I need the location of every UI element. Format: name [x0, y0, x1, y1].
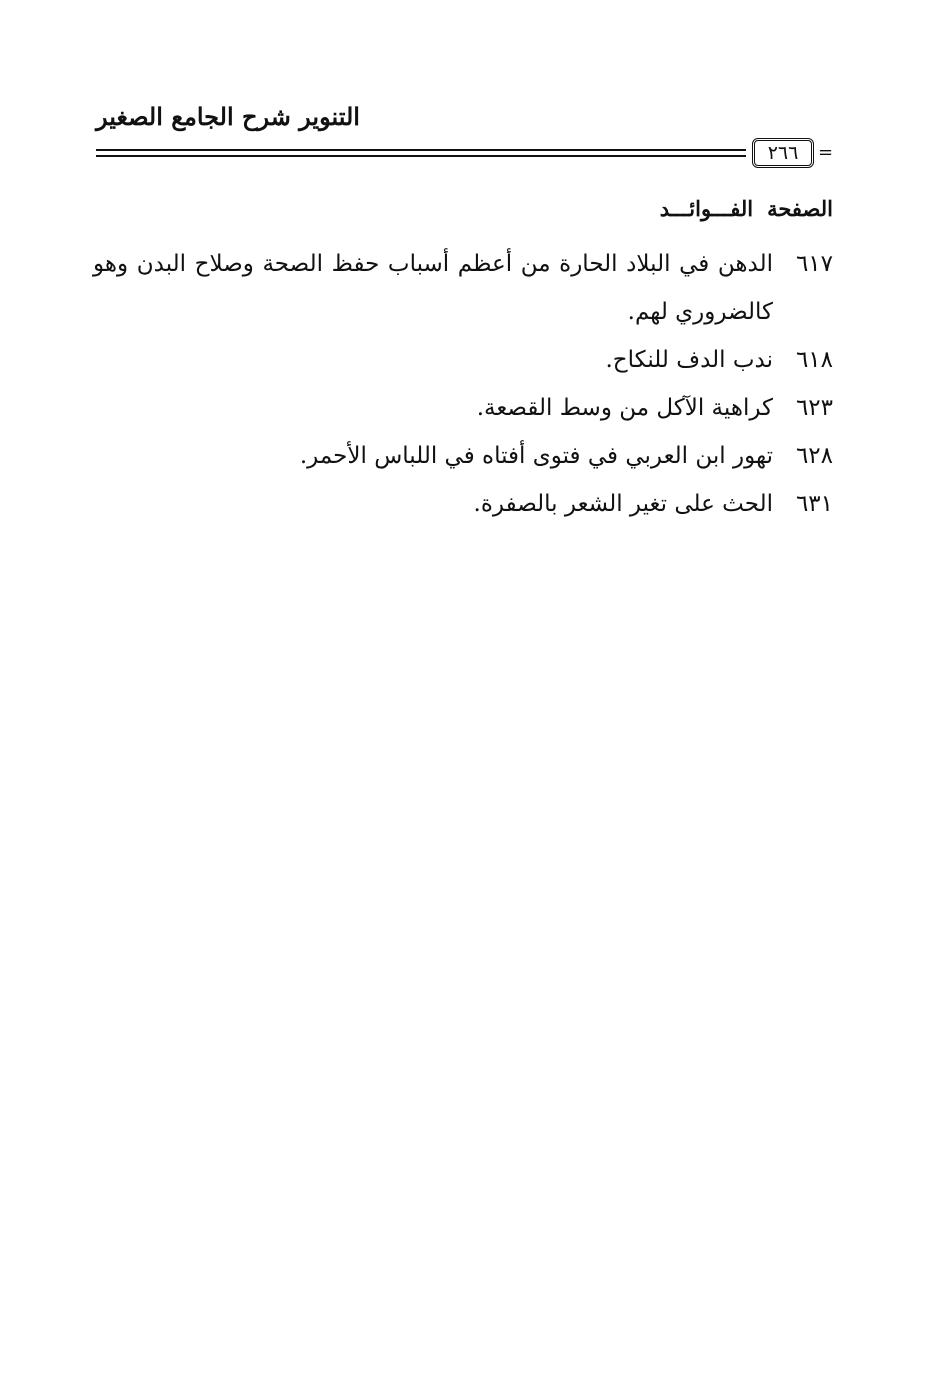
- toc-entry-page: ٦١٨: [795, 347, 833, 373]
- page-number-tail: =: [818, 142, 834, 163]
- book-title: التنوير شرح الجامع الصغير: [96, 102, 360, 131]
- toc-entry: [93, 432, 833, 480]
- toc-col-topic: الفـــوائـــد: [659, 196, 754, 221]
- toc-entry-text: الحث على تغير الشعر بالصفرة.: [473, 491, 773, 517]
- header-double-rule: [96, 149, 746, 157]
- toc-entry-page: ٦٣١: [795, 491, 833, 517]
- toc-entry-page: ٦٢٣: [795, 395, 833, 421]
- toc-entry-text: تهور ابن العربي في فتوى أفتاه في اللباس الأحمر.: [299, 443, 773, 469]
- toc-column-headers: [660, 196, 833, 221]
- toc-entry-page: ٦٢٨: [795, 443, 833, 469]
- toc-entry: [93, 480, 833, 528]
- toc-entry: [93, 336, 833, 384]
- toc-entry: [93, 384, 833, 432]
- toc-entry-text: كراهية الآكل من وسط القصعة.: [476, 395, 773, 421]
- page-number: ٢٦٦: [752, 138, 814, 168]
- toc-entry: [93, 240, 833, 336]
- toc-col-page: الصفحة: [767, 196, 833, 221]
- toc-entry-page: ٦١٧: [795, 251, 833, 277]
- toc-entry-text: ندب الدف للنكاح.: [605, 347, 773, 373]
- toc-entry-text: الدهن في البلاد الحارة من أعظم أسباب حفظ الصحة وصلاح البدن وهو كالضروري لهم.: [93, 251, 773, 325]
- toc-list: [93, 240, 833, 528]
